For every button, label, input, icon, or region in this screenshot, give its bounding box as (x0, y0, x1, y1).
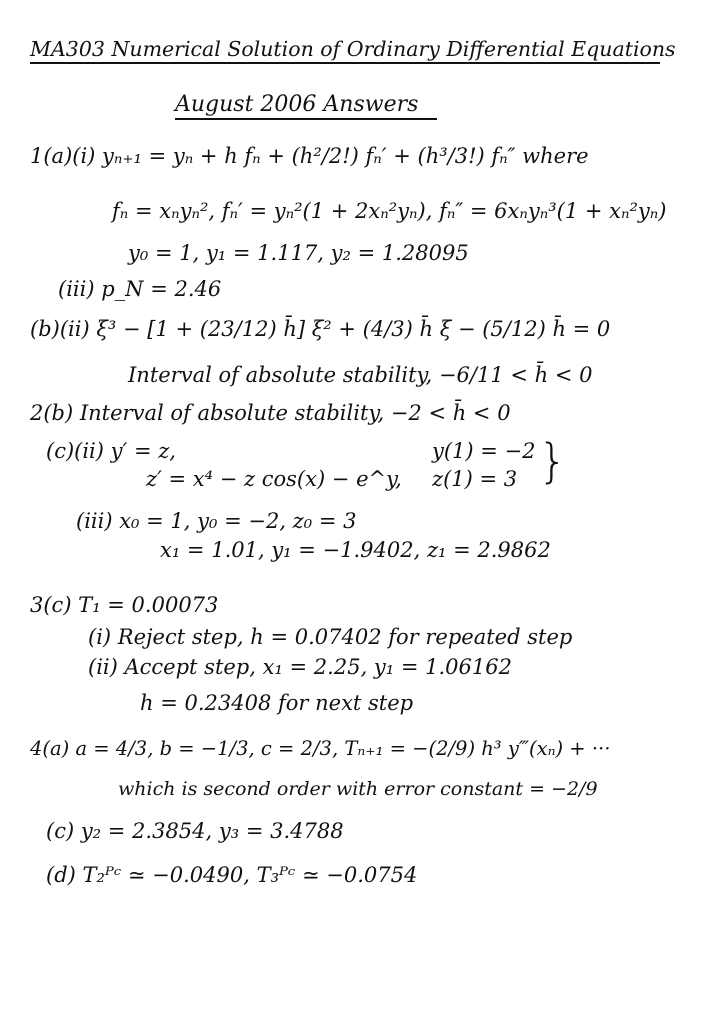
q4a-coefficients: 4(a) a = 4/3, b = −1/3, c = 2/3, Tₙ₊₁ = −(2/9) h³ y‴(xₙ) + ··· (30, 737, 611, 760)
q4c-values: (c) y₂ = 2.3854, y₃ = 3.4788 (46, 819, 344, 843)
title-underline (30, 62, 660, 64)
q1a-i-derivatives: fₙ = xₙyₙ², fₙ′ = yₙ²(1 + 2xₙ²yₙ), fₙ″ = 6xₙyₙ³(1 + xₙ²yₙ) (112, 199, 667, 223)
q3c-i-reject-step: (i) Reject step, h = 0.07402 for repeated step (88, 625, 573, 649)
q1b-stability-interval: Interval of absolute stability, −6/11 < h̄ < 0 (128, 363, 593, 387)
q2c-iii-initial-values: (iii) x₀ = 1, y₀ = −2, z₀ = 3 (76, 509, 357, 533)
q3c-ii-next-step: h = 0.23408 for next step (140, 691, 414, 715)
q4d-error-values: (d) T₂ᴾᶜ ≃ −0.0490, T₃ᴾᶜ ≃ −0.0754 (46, 863, 418, 887)
q2c-ii-equation-2: z′ = x⁴ − z cos(x) − e^y, (146, 467, 402, 491)
q3c-error-estimate: 3(c) T₁ = 0.00073 (30, 593, 219, 617)
q2c-ii-equation-1: (c)(ii) y′ = z, (46, 439, 176, 463)
q1a-iii-answer: (iii) p_N = 2.46 (58, 277, 222, 301)
q2b-stability-interval: 2(b) Interval of absolute stability, −2 < h̄ < 0 (30, 401, 511, 425)
document-subtitle: August 2006 Answers (175, 92, 419, 117)
system-right-brace: } (538, 434, 568, 488)
q1a-i-taylor-formula: 1(a)(i) yₙ₊₁ = yₙ + h fₙ + (h²/2!) fₙ′ + (h³/3!) fₙ″ where (30, 144, 589, 168)
q3c-ii-accept-step: (ii) Accept step, x₁ = 2.25, y₁ = 1.06162 (88, 655, 512, 679)
document-title: MA303 Numerical Solution of Ordinary Differential Equations (30, 37, 676, 61)
q1b-ii-stability-polynomial: (b)(ii) ξ³ − [1 + (23/12) h̄] ξ² + (4/3) h̄ ξ − (5/12) h̄ = 0 (30, 317, 611, 341)
q2c-ii-condition-2: z(1) = 3 (432, 467, 518, 491)
q2c-iii-first-step: x₁ = 1.01, y₁ = −1.9402, z₁ = 2.9862 (160, 538, 551, 562)
q4a-order-statement: which is second order with error constant = −2/9 (118, 778, 598, 800)
q1a-i-values: y₀ = 1, y₁ = 1.117, y₂ = 1.28095 (128, 241, 469, 265)
q2c-ii-condition-1: y(1) = −2 (432, 439, 536, 463)
subtitle-underline (175, 118, 437, 120)
